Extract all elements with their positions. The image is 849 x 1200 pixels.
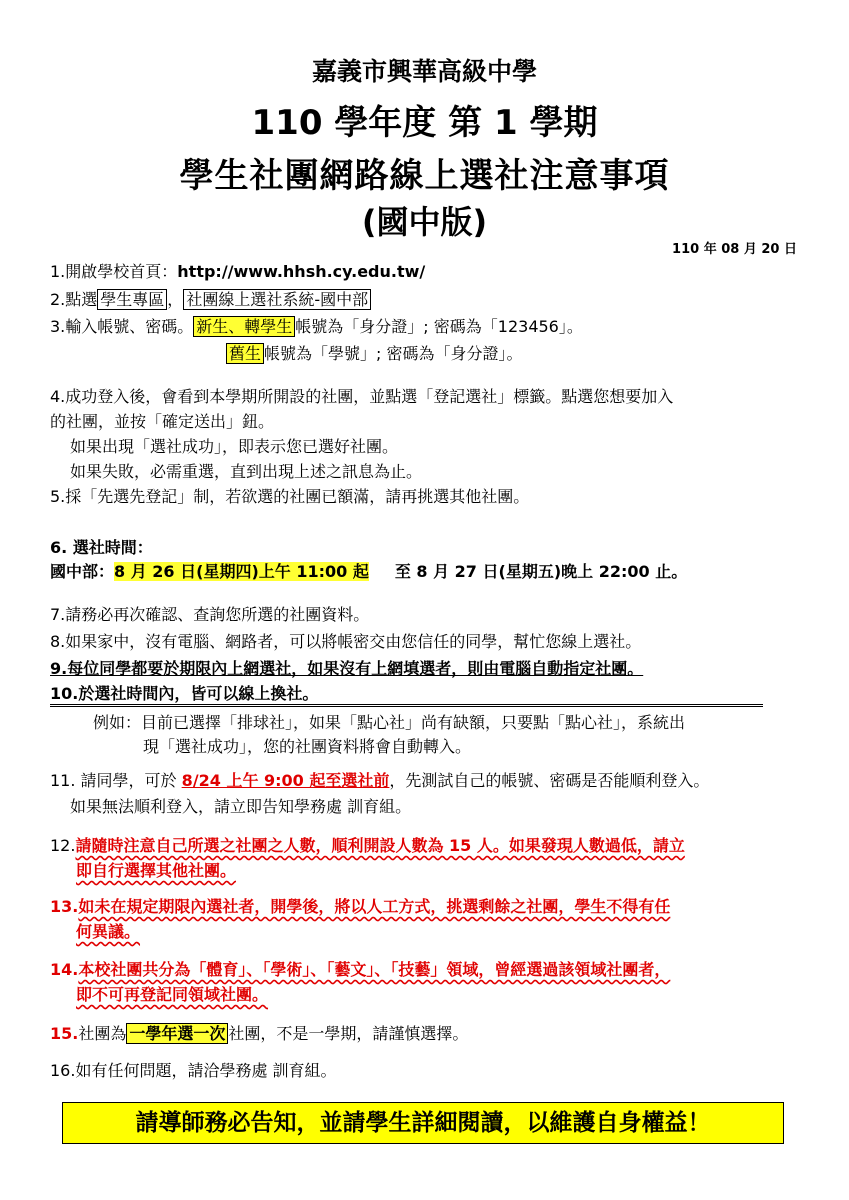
item-6-time: 國中部：8 月 26 日(星期四)上午 11:00 起 至 8 月 27 日(星期五)晚上 22:00 止。 bbox=[50, 562, 688, 581]
item-7: 7.請務必再次確認、查詢您所選的社團資料。 bbox=[50, 605, 370, 624]
school-name: 嘉義市興華高級中學 bbox=[311, 57, 537, 86]
item-14: 14.本校社團共分為「體育」、「學術」、「藝文」、「技藝」領域，曾經選過該領域社團者， bbox=[50, 960, 671, 979]
item-6-label: 6. 選社時間： bbox=[50, 538, 153, 557]
item-8: 8.如果家中，沒有電腦、網路者，可以將帳密交由您信任的同學，幫忙您線上選社。 bbox=[50, 632, 642, 651]
end-time: 至 8 月 27 日(星期五)晚上 22:00 止。 bbox=[394, 562, 688, 581]
term-title: 110 學年度 第 1 學期 bbox=[251, 103, 598, 143]
item-5: 5.採「先選先登記」制，若欲選的社團已額滿，請再挑選其他社團。 bbox=[50, 487, 530, 506]
item-11: 11. 請同學，可於 8/24 上午 9:00 起至選社前，先測試自己的帳號、密碼是否能順利登入。 bbox=[50, 771, 710, 790]
item-10-example2: 現「選社成功」，您的社團資料將會自動轉入。 bbox=[143, 737, 472, 756]
item-2: 2.點選 學生專區 ， 社團線上選社系統-國中部 bbox=[50, 290, 371, 310]
item-11-line2: 如果無法順利登入，請立即告知學務處 訓育組。 bbox=[70, 797, 412, 816]
old-students-label: 舊生 bbox=[226, 343, 264, 364]
edition-label: (國中版) bbox=[361, 203, 488, 241]
item-12: 12.請隨時注意自己所選之社團之人數，順利開設人數為 15 人。如果發現人數過低，請立 bbox=[50, 836, 685, 855]
item-4-line2: 的社團，並按「確定送出」鈕。 bbox=[50, 412, 275, 431]
item-13-line2: 何異議。 bbox=[76, 922, 141, 941]
item-4-line4: 如果失敗，必需重選，直到出現上述之訊息為止。 bbox=[70, 462, 423, 481]
student-zone-box: 學生專區 bbox=[97, 289, 167, 310]
item-13: 13.如未在規定期限內選社者，開學後，將以人工方式，挑選剩餘之社團，學生不得有任 bbox=[50, 897, 671, 916]
item-3: 3.輸入帳號、密碼。 新生、轉學生 帳號為「身分證」; 密碼為「123456」。 bbox=[50, 317, 583, 336]
school-url[interactable]: http://www.hhsh.cy.edu.tw/ bbox=[177, 262, 426, 281]
page-title: 學生社團網路線上選社注意事項 bbox=[179, 156, 670, 196]
start-time: 8 月 26 日(星期四)上午 11:00 起 bbox=[114, 562, 369, 581]
item-15: 15.社團為 一學年選一次 社團，不是一學期，請謹慎選擇。 bbox=[50, 1024, 469, 1043]
club-system-box: 社團線上選社系統-國中部 bbox=[183, 289, 371, 310]
item-1: 1.開啟學校首頁：http://www.hhsh.cy.edu.tw/ bbox=[50, 262, 426, 281]
item-12-line2: 即自行選擇其他社團。 bbox=[76, 861, 237, 880]
item-10: 10.於選社時間內，皆可以線上換社。 bbox=[50, 684, 763, 707]
once-per-year-box: 一學年選一次 bbox=[126, 1023, 228, 1044]
test-time: 8/24 上午 9:00 起至選社前 bbox=[181, 771, 390, 790]
item-9: 9.每位同學都要於期限內上網選社，如果沒有上網填選者，則由電腦自動指定社團。 bbox=[50, 659, 644, 678]
item-14-line2: 即不可再登記同領域社團。 bbox=[76, 985, 269, 1004]
document-date: 110 年 08 月 20 日 bbox=[672, 242, 797, 257]
item-4-line3: 如果出現「選社成功」，即表示您已選好社團。 bbox=[70, 437, 399, 456]
new-students-label: 新生、轉學生 bbox=[193, 316, 295, 337]
item-4-line1: 4.成功登入後，會看到本學期所開設的社團，並點選「登記選社」標籤。點選您想要加入 bbox=[50, 387, 674, 406]
item-16: 16.如有任何問題，請洽學務處 訓育組。 bbox=[50, 1061, 337, 1080]
footer-notice: 請導師務必告知，並請學生詳細閱讀，以維護自身權益！ bbox=[62, 1102, 784, 1144]
item-3-old: 舊生 帳號為「學號」; 密碼為「身分證」。 bbox=[226, 344, 523, 364]
item-10-example1: 例如：目前已選擇「排球社」，如果「點心社」尚有缺額，只要點「點心社」，系統出 bbox=[93, 713, 686, 732]
